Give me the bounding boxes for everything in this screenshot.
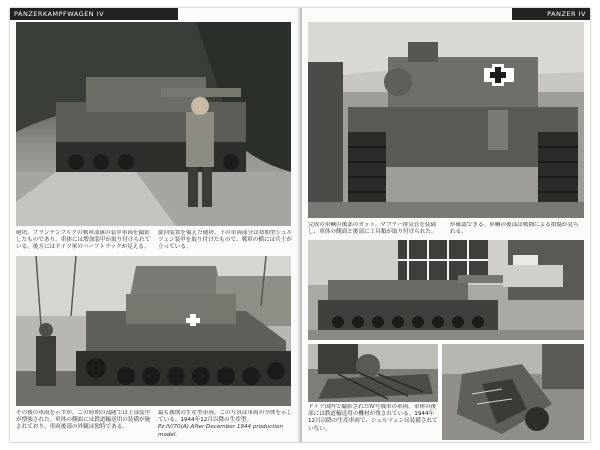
caption-left-bottom-en: Pz.IV/70(A) After December 1944 production model. [158,424,284,438]
destroyed-vehicle-photo [442,344,584,440]
caption-right-top-text: 完成の車輌の後部のカット。マフラー排気管を装備し、車体の側面と後部に工具類が取り付けられた。 [308,222,437,236]
caption-top-left-b [158,230,294,258]
left-running-head: PANZERKAMPFWAGEN IV [10,8,178,20]
jagdpanzer-side-photo [16,256,291,406]
panzer-iv-front-photo [308,22,584,218]
caption-right-bottom-text: ドイツ国内で撮影されたIV号戦車の車両。車体の後部には鉄道輸送用の機材が残されている。1944年12月以降の生産車両で、シュルツェンは装備されていない。 [308,404,438,432]
caption-right-bottom [308,404,438,440]
panzer-iv-town-photo [308,240,584,340]
caption-top-left-b-text: 旋回装置を備えた砲塔、下の車両部分は初期型シュルツェン装甲を取り付けたもので、戦車の横には兵士が立っている。 [158,230,293,251]
caption-left-bottom-b [158,410,294,440]
caption-left-bottom-text: その後の車両を示すが、この時期の部隊では上部装甲が増強された。車体の側面には鉄道輸送用の装備が施されており、車両後部の外観は独特である。 [16,410,151,431]
right-running-head: PANZER IV [512,8,590,20]
magazine-spread [10,8,590,442]
left-page [10,8,300,442]
tank-destroyer-photo [16,22,291,226]
caption-top-left [16,230,152,258]
right-page [302,8,590,442]
caption-right-top-b-text: が確認できる。車輌の後部は戦闘による損傷が見られる。 [450,222,579,236]
wrecked-tank-photo [308,344,438,402]
caption-left-bottom-b-text: 最も後期の生産型車両。この写真は車両の全体を示している。1944年12月以降の生産型。 [158,410,293,424]
caption-top-left-text: 砲塔、ブランデンブルクの戦車部隊の装甲車両を撮影したものであり、車体には増加装甲が取り付けられている。後方にはドイツ軍のハーフトラックが見える。 [16,230,151,251]
caption-left-bottom [16,410,152,440]
